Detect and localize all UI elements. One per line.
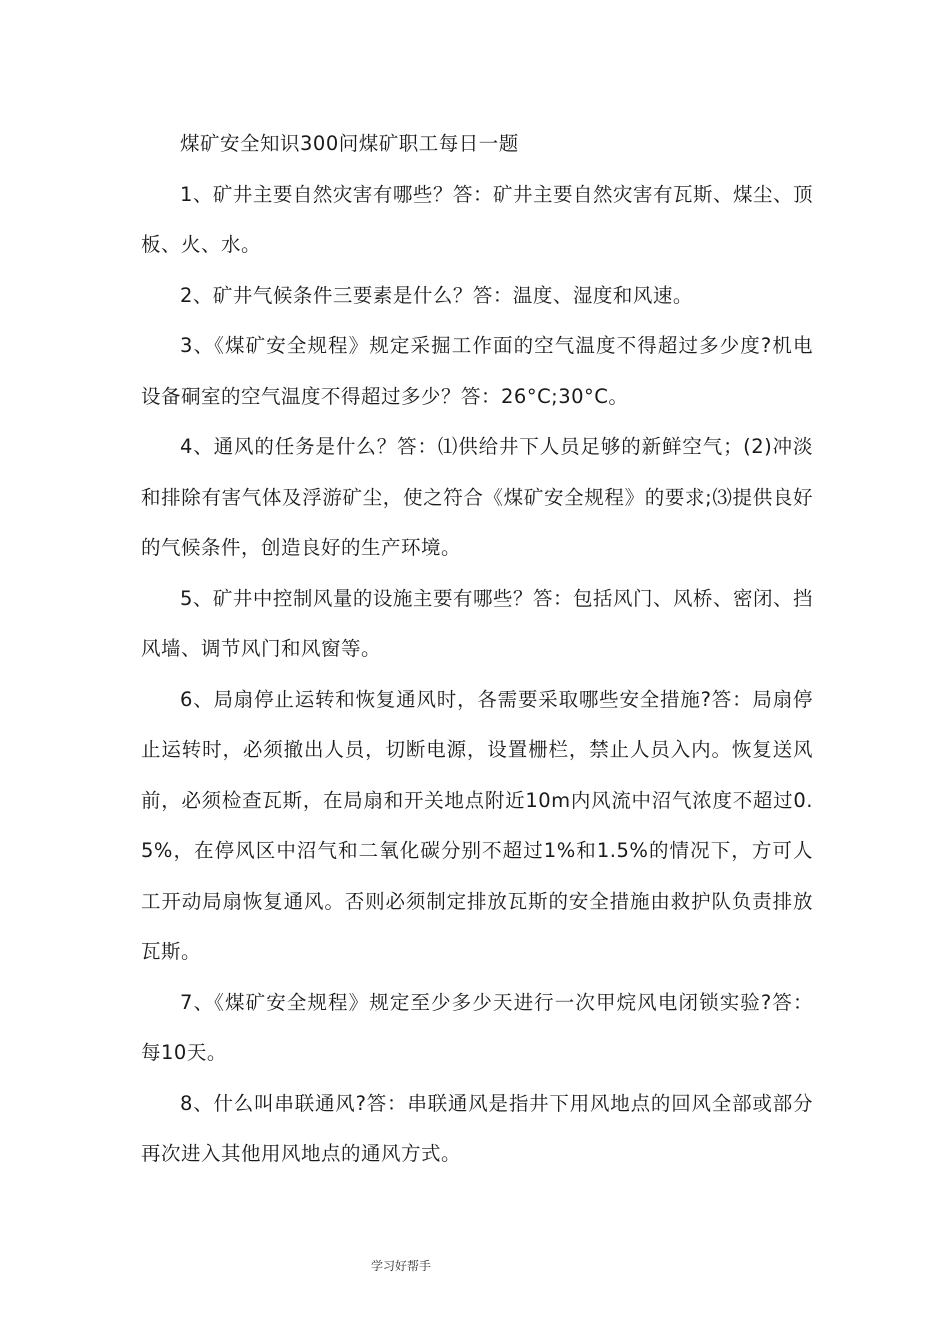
question-1: 1、矿井主要自然灾害有哪些？答：矿井主要自然灾害有瓦斯、煤尘、顶板、火、水。 xyxy=(141,182,813,256)
question-5: 5、矿井中控制风量的设施主要有哪些？答：包括风门、风桥、密闭、挡风墙、调节风门和风窗等。 xyxy=(141,586,813,660)
page-footer: 学习好帮手 xyxy=(371,1259,432,1273)
question-6: 6、局扇停止运转和恢复通风时，各需要采取哪些安全措施?答：局扇停止运转时，必须撤出人员，切断电源，设置栅栏，禁止人员入内。恢复送风前，必须检查瓦斯，在局扇和开关地点附近10m内风流中沼气浓度不超过0.5%，在停风区中沼气和二氧化碳分别不超过1%和1.5%的情况下，方可人工开动局扇恢复通风。否则必须制定排放瓦斯的安全措施由救护队负责排放瓦斯。 xyxy=(141,687,813,963)
question-3: 3、《煤矿安全规程》规定采掘工作面的空气温度不得超过多少度?机电设备硐室的空气温度不得超过多少？答：26°C;30°C。 xyxy=(141,334,813,408)
document-body xyxy=(141,119,813,1180)
document-title: 煤矿安全知识300问煤矿职工每日一题 xyxy=(180,132,519,155)
question-7: 7、《煤矿安全规程》规定至少多少天进行一次甲烷风电闭锁实验?答：每10天。 xyxy=(141,990,813,1064)
question-8: 8、什么叫串联通风?答：串联通风是指井下用风地点的回风全部或部分再次进入其他用风地点的通风方式。 xyxy=(141,1091,813,1165)
question-2: 2、矿井气候条件三要素是什么？答：温度、湿度和风速。 xyxy=(180,283,693,307)
question-4: 4、通风的任务是什么？答：⑴供给井下人员足够的新鲜空气；(2)冲淡和排除有害气体及浮游矿尘，使之符合《煤矿安全规程》的要求;⑶提供良好的气候条件，创造良好的生产环境。 xyxy=(141,435,813,559)
